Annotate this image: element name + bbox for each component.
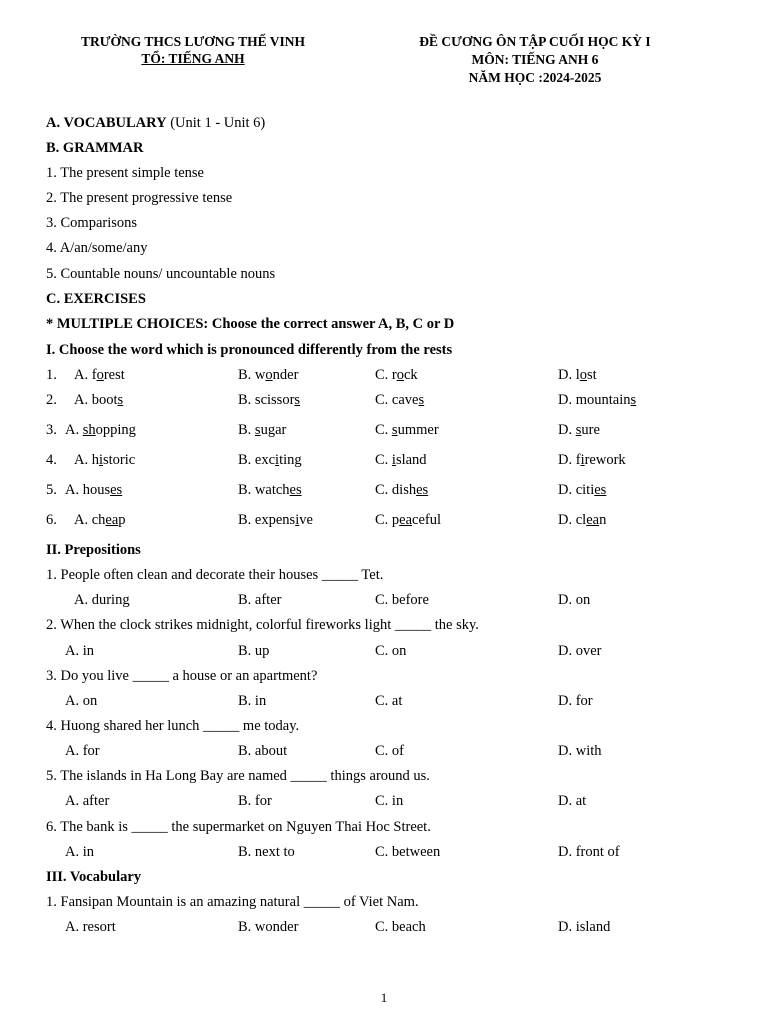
option-text: ting: [279, 452, 302, 468]
section-vocabulary: [46, 114, 265, 132]
answer-option: C. at: [375, 693, 403, 709]
section-a-title: A. VOCABULARY: [46, 115, 167, 131]
options-row: [0, 742, 768, 760]
option-text: A. h: [74, 452, 99, 468]
question-number: 6.: [46, 512, 57, 528]
part2-title: II. Prepositions: [46, 542, 141, 558]
part3-title: III. Vocabulary: [46, 869, 142, 885]
answer-option: A. during: [74, 592, 130, 608]
question-row: [0, 421, 768, 439]
answer-option: [375, 511, 441, 529]
question-number: 4.: [46, 452, 57, 468]
option-text: D. l: [558, 367, 580, 383]
option-text: ck: [404, 367, 418, 383]
underlined-sound: ea: [586, 512, 600, 528]
answer-option: [238, 481, 302, 499]
answer-option: [558, 366, 597, 384]
option-text: D. cl: [558, 512, 587, 528]
answer-option: [558, 511, 606, 529]
answer-option: [558, 451, 626, 469]
answer-option: [74, 366, 125, 384]
answer-option: A. for: [65, 743, 100, 759]
options-row: [0, 792, 768, 810]
question-row: [0, 391, 768, 409]
option-text: C. p: [375, 512, 400, 528]
answer-option: D. island: [558, 919, 611, 935]
underlined-sound: o: [396, 367, 404, 383]
option-text: A.: [65, 422, 83, 438]
answer-option: A. in: [65, 844, 94, 860]
underlined-sound: es: [416, 482, 429, 498]
underlined-sound: es: [289, 482, 302, 498]
option-text: B. exc: [238, 452, 276, 468]
header-left: [62, 33, 324, 67]
answer-option: D. with: [558, 743, 602, 759]
options-row: [0, 918, 768, 936]
question-text: 3. Do you live _____ a house or an apartment?: [46, 668, 318, 684]
part1-title: I. Choose the word which is pronounced differently from the rests: [46, 342, 453, 358]
answer-option: [558, 391, 636, 409]
option-text: n: [599, 512, 607, 528]
exercise-instruction: * MULTIPLE CHOICES: Choose the correct answer A, B, C or D: [46, 316, 455, 332]
answer-option: [74, 511, 126, 529]
answer-option: B. next to: [238, 844, 295, 860]
option-text: C. dish: [375, 482, 417, 498]
answer-option: D. at: [558, 793, 587, 809]
section-a-note: (Unit 1 - Unit 6): [166, 115, 266, 131]
option-text: st: [587, 367, 597, 383]
option-text: sland: [395, 452, 427, 468]
question-text: 1. Fansipan Mountain is an amazing natural _____ of Viet Nam.: [46, 894, 419, 910]
underlined-sound: s: [294, 392, 301, 408]
answer-option: B. for: [238, 793, 272, 809]
option-text: B.: [238, 422, 255, 438]
answer-option: [558, 421, 600, 439]
answer-option: C. of: [375, 743, 404, 759]
question-text: 4. Huong shared her lunch _____ me today.: [46, 718, 300, 734]
option-text: ummer: [397, 422, 439, 438]
underlined-sound: ea: [105, 512, 119, 528]
option-text: opping: [95, 422, 136, 438]
underlined-sound: es: [594, 482, 607, 498]
answer-option: [238, 511, 313, 529]
question-row: [0, 511, 768, 529]
option-text: storic: [103, 452, 136, 468]
option-text: B. scissor: [238, 392, 295, 408]
underlined-sound: s: [418, 392, 425, 408]
options-row: [0, 591, 768, 609]
option-text: ve: [299, 512, 313, 528]
grammar-item: 4. A/an/some/any: [46, 240, 148, 256]
answer-option: B. after: [238, 592, 282, 608]
underlined-sound: o: [96, 367, 104, 383]
answer-option: A. resort: [65, 919, 116, 935]
department-name: TỔ: TIẾNG ANH: [141, 51, 245, 66]
grammar-item: 3. Comparisons: [46, 215, 138, 231]
underlined-sound: i: [275, 452, 280, 468]
answer-option: B. in: [238, 693, 267, 709]
answer-option: D. front of: [558, 844, 620, 860]
options-row: [0, 843, 768, 861]
question-number: 2.: [46, 392, 57, 408]
option-text: ure: [581, 422, 600, 438]
options-row: [0, 692, 768, 710]
underlined-sound: s: [630, 392, 637, 408]
answer-option: C. before: [375, 592, 429, 608]
option-text: D. citi: [558, 482, 595, 498]
answer-option: B. about: [238, 743, 288, 759]
answer-option: B. wonder: [238, 919, 299, 935]
answer-option: D. on: [558, 592, 591, 608]
answer-option: D. for: [558, 693, 593, 709]
question-number: 3.: [46, 422, 57, 438]
option-text: A. f: [74, 367, 97, 383]
answer-option: A. after: [65, 793, 110, 809]
underlined-sound: o: [579, 367, 587, 383]
option-text: C. r: [375, 367, 397, 383]
underlined-sound: i: [295, 512, 300, 528]
question-row: [0, 451, 768, 469]
answer-option: C. beach: [375, 919, 426, 935]
grammar-item: 5. Countable nouns/ uncountable nouns: [46, 266, 276, 282]
answer-option: [375, 481, 428, 499]
option-text: D.: [558, 422, 576, 438]
answer-option: [74, 391, 123, 409]
answer-option: [558, 481, 606, 499]
question-text: 1. People often clean and decorate their houses _____ Tet.: [46, 567, 384, 583]
answer-option: [238, 421, 286, 439]
option-text: D. f: [558, 452, 581, 468]
option-text: A. boot: [74, 392, 118, 408]
section-exercises-title: C. EXERCISES: [46, 291, 146, 307]
school-name: TRƯỜNG THCS LƯƠNG THẾ VINH: [80, 34, 306, 49]
answer-option: [238, 391, 300, 409]
answer-option: [375, 451, 427, 469]
question-number: 5.: [46, 482, 57, 498]
page-number: 1: [380, 990, 388, 1005]
option-text: p: [118, 512, 126, 528]
option-text: B. expens: [238, 512, 296, 528]
answer-option: C. in: [375, 793, 404, 809]
answer-option: D. over: [558, 643, 602, 659]
option-text: ceful: [412, 512, 442, 528]
underlined-sound: o: [265, 367, 273, 383]
question-row: [0, 366, 768, 384]
option-text: ugar: [260, 422, 287, 438]
answer-option: [238, 451, 302, 469]
answer-option: C. between: [375, 844, 441, 860]
question-text: 5. The islands in Ha Long Bay are named _____ things around us.: [46, 768, 430, 784]
answer-option: [74, 451, 135, 469]
answer-option: B. up: [238, 643, 270, 659]
answer-option: [238, 366, 298, 384]
option-text: A. hous: [65, 482, 111, 498]
document-title: ĐỀ CƯƠNG ÔN TẬP CUỐI HỌC KỲ I: [419, 34, 651, 49]
underlined-sound: ea: [399, 512, 413, 528]
answer-option: [375, 391, 424, 409]
question-text: 6. The bank is _____ the supermarket on Nguyen Thai Hoc Street.: [46, 819, 431, 835]
option-text: D. mountain: [558, 392, 631, 408]
answer-option: C. on: [375, 643, 407, 659]
grammar-item: 1. The present simple tense: [46, 165, 204, 181]
underlined-sound: sh: [82, 422, 96, 438]
option-text: rework: [584, 452, 626, 468]
option-text: C. cave: [375, 392, 419, 408]
underlined-sound: s: [117, 392, 124, 408]
option-text: C.: [375, 422, 392, 438]
option-text: nder: [272, 367, 299, 383]
option-text: B. watch: [238, 482, 290, 498]
question-number: 1.: [46, 367, 57, 383]
options-row: [0, 642, 768, 660]
underlined-sound: es: [110, 482, 123, 498]
option-text: rest: [103, 367, 125, 383]
underlined-sound: i: [391, 452, 396, 468]
underlined-sound: i: [580, 452, 585, 468]
option-text: A. ch: [74, 512, 106, 528]
answer-option: A. in: [65, 643, 94, 659]
answer-option: [375, 366, 418, 384]
grammar-item: 2. The present progressive tense: [46, 190, 233, 206]
underlined-sound: i: [98, 452, 104, 468]
answer-option: [375, 421, 439, 439]
option-text: B. w: [238, 367, 266, 383]
answer-option: A. on: [65, 693, 98, 709]
question-text: 2. When the clock strikes midnight, colorful fireworks light _____ the sky.: [46, 617, 479, 633]
school-year: NĂM HỌC :2024-2025: [468, 70, 602, 85]
underlined-sound: s: [391, 422, 398, 438]
answer-option: [65, 421, 136, 439]
section-grammar-title: B. GRAMMAR: [46, 140, 144, 156]
option-text: C.: [375, 452, 392, 468]
underlined-sound: s: [575, 422, 582, 438]
question-row: [0, 481, 768, 499]
subject-line: MÔN: TIẾNG ANH 6: [471, 52, 599, 67]
underlined-sound: s: [254, 422, 261, 438]
answer-option: [65, 481, 122, 499]
header-right: [398, 33, 672, 87]
